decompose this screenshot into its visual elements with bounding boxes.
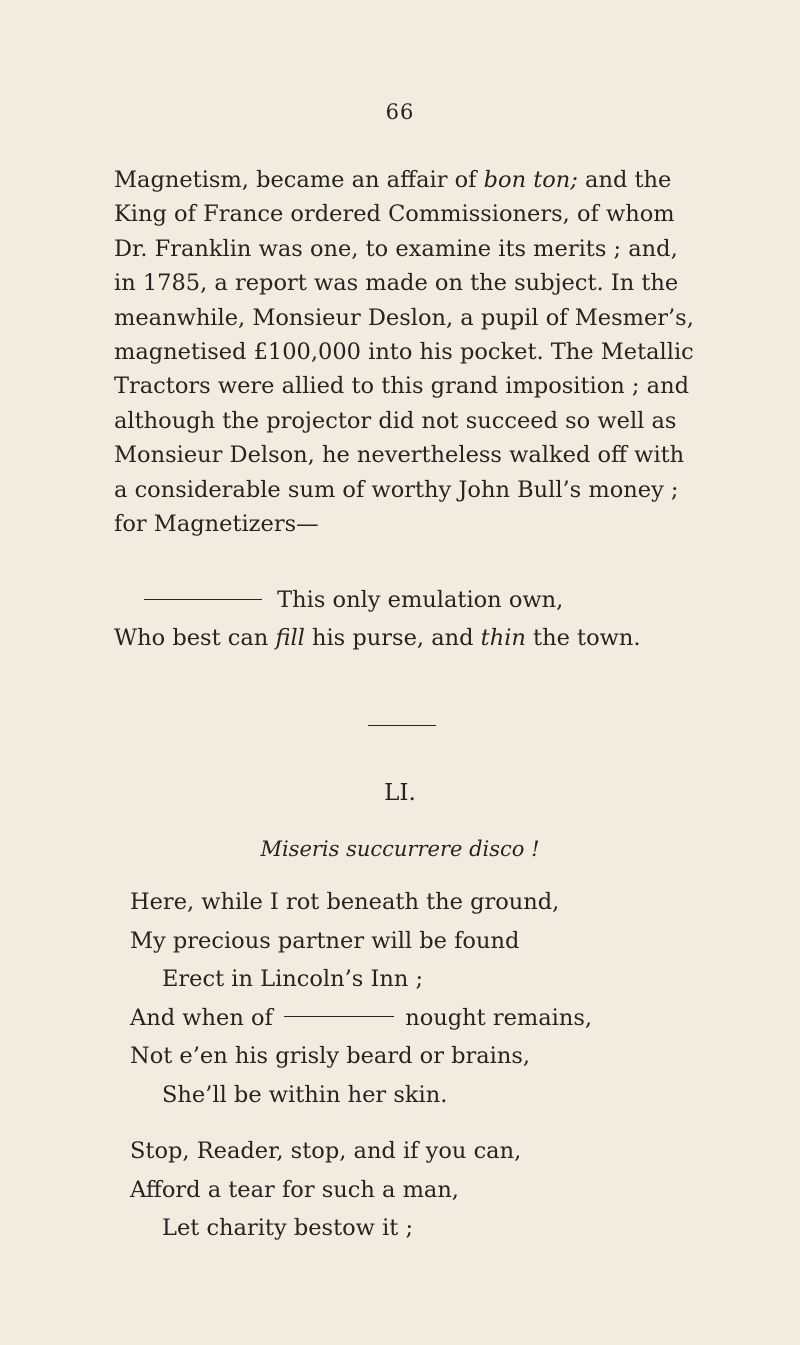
poem-line-7: Stop, Reader, stop, and if you can, <box>130 1138 522 1164</box>
couplet-line-1: This only emulation own, <box>114 581 674 619</box>
prose-line: Dr. Franklin was one, to examine its merits ; and, <box>114 235 678 262</box>
quoted-couplet <box>114 581 674 657</box>
italic-phrase: bon ton; <box>483 167 578 193</box>
poem-line-8: Afford a tear for such a man, <box>130 1176 459 1203</box>
prose-line: King of France ordered Commissioners, of whom <box>114 201 675 228</box>
em-dash-rule <box>284 1016 394 1017</box>
stanza-break <box>130 1114 690 1132</box>
section-motto: Miseris succurrere disco ! <box>260 837 540 861</box>
prose-line: although the projector did not succeed so well as <box>114 407 677 434</box>
prose-line: Magnetism, became an affair of bon ton; and the <box>114 167 672 193</box>
poem-line-2: My precious partner will be found <box>130 927 520 954</box>
prose-line: Tractors were allied to this grand imposition ; and <box>114 373 689 400</box>
section-number: LI. <box>384 780 416 806</box>
page-number: 66 <box>385 100 415 124</box>
poem-line-3: Erect in Lincoln’s Inn ; <box>162 966 424 992</box>
poem-line-9: Let charity bestow it ; <box>162 1215 414 1241</box>
prose-line: magnetised £100,000 into his pocket. The Metallic <box>114 339 694 366</box>
prose-line: a considerable sum of worthy John Bull’s money ; <box>114 476 679 503</box>
prose-line: in 1785, a report was made on the subject. In the <box>114 270 679 297</box>
poem-line-5: Not e’en his grisly beard or brains, <box>130 1043 531 1069</box>
couplet-line-2: Who best can fill his purse, and thin the town. <box>114 625 641 651</box>
epitaph-poem <box>130 883 690 1248</box>
poem-line-6: She’ll be within her skin. <box>162 1081 448 1108</box>
prose-line: Monsieur Delson, he nevertheless walked off with <box>114 442 685 469</box>
poem-line-4: And when of nought remains, <box>130 1004 593 1031</box>
poem-line-1: Here, while I rot beneath the ground, <box>130 889 560 915</box>
section-divider <box>368 725 436 726</box>
prose-paragraph <box>114 163 694 541</box>
prose-line: meanwhile, Monsieur Deslon, a pupil of Mesmer’s, <box>114 304 694 331</box>
prose-line: for Magnetizers— <box>114 511 319 538</box>
em-dash-rule <box>144 599 262 600</box>
